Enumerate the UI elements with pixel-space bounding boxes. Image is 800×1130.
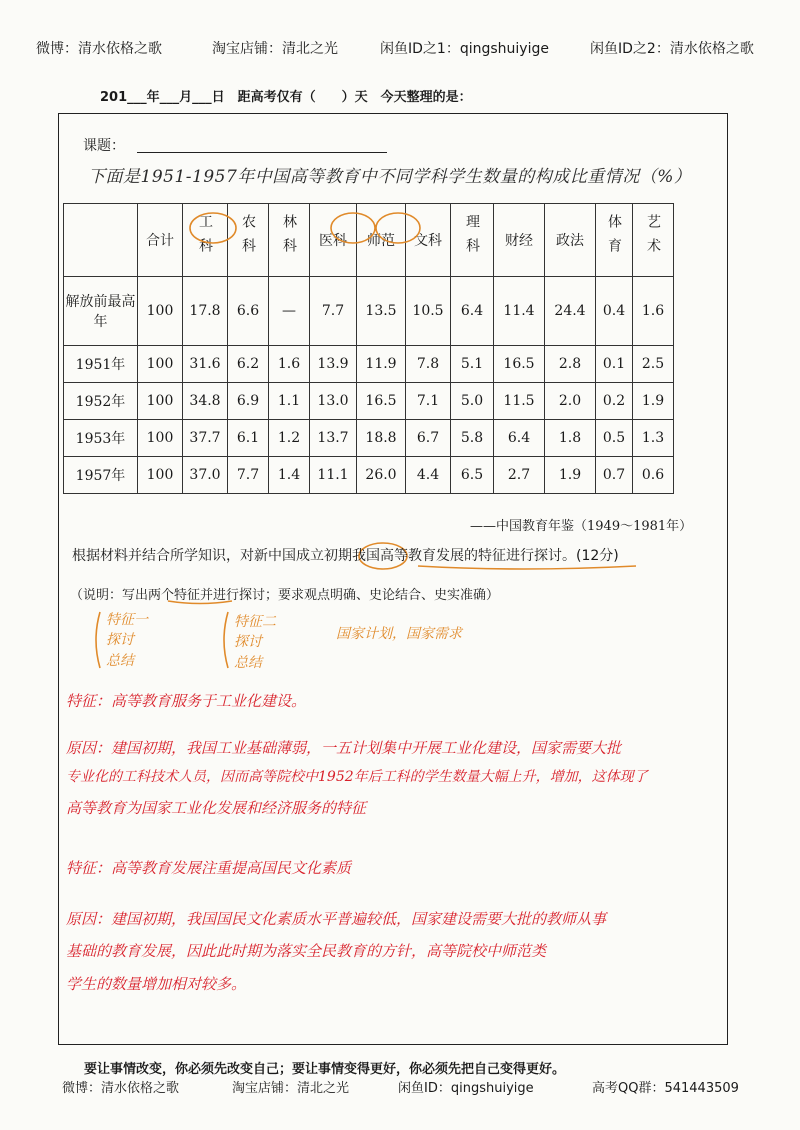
table-cell: 0.5 xyxy=(596,420,633,457)
footer-weibo: 微博：清水依格之歌 xyxy=(62,1081,180,1096)
col-header: 财经 xyxy=(494,204,545,277)
table-cell: 34.8 xyxy=(183,383,228,420)
table-cell: 100 xyxy=(138,383,183,420)
table-cell: 1.1 xyxy=(269,383,310,420)
orange-notes-group-2: 特征二 探讨 总结 xyxy=(234,614,276,671)
table-cell: 7.7 xyxy=(310,277,357,346)
table-cell: 6.7 xyxy=(406,420,451,457)
table-cell: 24.4 xyxy=(545,277,596,346)
table-cell: 100 xyxy=(138,346,183,383)
answer-line-5: 特征：高等教育发展注重提高国民文化素质 xyxy=(66,859,352,877)
table-cell: 6.4 xyxy=(494,420,545,457)
table-cell: 5.8 xyxy=(451,420,494,457)
table-cell: 1.4 xyxy=(269,457,310,494)
table-cell: 6.6 xyxy=(228,277,269,346)
col-header: 医科 xyxy=(310,204,357,277)
col-header: 合计 xyxy=(138,204,183,277)
table-cell: 6.1 xyxy=(228,420,269,457)
answer-line-6: 原因：建国初期，我国国民文化素质水平普遍较低，国家建设需要大批的教师从事 xyxy=(66,910,607,928)
table-cell: 0.4 xyxy=(596,277,633,346)
row-label: 1957年 xyxy=(64,457,138,494)
table-cell: 6.2 xyxy=(228,346,269,383)
table-cell: 31.6 xyxy=(183,346,228,383)
table-cell: 1.9 xyxy=(545,457,596,494)
table-row xyxy=(64,457,674,494)
answer-line-4: 高等教育为国家工业化发展和经济服务的特征 xyxy=(66,799,367,817)
col-header: 林科 xyxy=(269,204,310,277)
answer-line-7: 基础的教育发展，因此此时期为落实全民教育的方针，高等院校中师范类 xyxy=(66,942,547,960)
col-header: 艺术 xyxy=(633,204,674,277)
table-cell: 5.1 xyxy=(451,346,494,383)
table-cell: 100 xyxy=(138,457,183,494)
table-cell: 100 xyxy=(138,420,183,457)
topic-underline xyxy=(137,152,387,153)
table-cell: 4.4 xyxy=(406,457,451,494)
table-cell: 7.1 xyxy=(406,383,451,420)
orange-notes-extra: 国家计划，国家需求 xyxy=(336,626,462,642)
table-cell: — xyxy=(269,277,310,346)
weibo-handle: 微博：清水依格之歌 xyxy=(36,41,162,57)
table-cell: 18.8 xyxy=(357,420,406,457)
table-cell: 1.6 xyxy=(633,277,674,346)
col-header: 政法 xyxy=(545,204,596,277)
table-cell: 6.5 xyxy=(451,457,494,494)
table-cell: 17.8 xyxy=(183,277,228,346)
table-cell: 11.9 xyxy=(357,346,406,383)
row-label: 1953年 xyxy=(64,420,138,457)
table-cell: 6.9 xyxy=(228,383,269,420)
footer-qq: 高考QQ群：541443509 xyxy=(592,1081,739,1096)
answer-line-2: 原因：建国初期，我国工业基础薄弱，一五计划集中开展工业化建设，国家需要大批 xyxy=(66,739,622,757)
table-cell: 13.9 xyxy=(310,346,357,383)
table-cell: 26.0 xyxy=(357,457,406,494)
table-cell: 1.2 xyxy=(269,420,310,457)
table-cell: 0.2 xyxy=(596,383,633,420)
row-label: 1952年 xyxy=(64,383,138,420)
table-cell: 1.8 xyxy=(545,420,596,457)
table-cell: 11.4 xyxy=(494,277,545,346)
table-cell: 37.7 xyxy=(183,420,228,457)
table-cell: 37.0 xyxy=(183,457,228,494)
table-cell: 1.9 xyxy=(633,383,674,420)
table-cell: 11.1 xyxy=(310,457,357,494)
table-row xyxy=(64,420,674,457)
table-cell: 1.3 xyxy=(633,420,674,457)
date-line: 201___年___月___日 距高考仅有（ ）天 今天整理的是： xyxy=(100,90,472,105)
col-header: 文科 xyxy=(406,204,451,277)
col-header: 师范 xyxy=(357,204,406,277)
table-cell: 0.7 xyxy=(596,457,633,494)
row-label: 解放前最高年 xyxy=(64,277,138,346)
table-cell: 10.5 xyxy=(406,277,451,346)
col-header: 农科 xyxy=(228,204,269,277)
handwritten-title: 下面是1951-1957年中国高等教育中不同学科学生数量的构成比重情况（%） xyxy=(88,167,692,187)
col-header: 理科 xyxy=(451,204,494,277)
table-row xyxy=(64,277,674,346)
table-row xyxy=(64,346,674,383)
table-cell: 13.7 xyxy=(310,420,357,457)
answer-line-1: 特征：高等教育服务于工业化建设。 xyxy=(66,692,307,710)
table-cell: 100 xyxy=(138,277,183,346)
answer-line-3: 专业化的工科技术人员，因而高等院校中1952年后工科的学生数量大幅上升，增加，这体现了 xyxy=(66,769,648,785)
question-note: （说明：写出两个特征并进行探讨；要求观点明确、史论结合、史实准确） xyxy=(70,588,500,603)
table-header-row xyxy=(64,204,674,277)
corner-cell xyxy=(64,204,138,277)
orange-notes-group-1: 特征一 探讨 总结 xyxy=(106,612,148,669)
table-cell: 2.7 xyxy=(494,457,545,494)
table-cell: 13.0 xyxy=(310,383,357,420)
table-cell: 13.5 xyxy=(357,277,406,346)
table-cell: 0.6 xyxy=(633,457,674,494)
col-header: 工科 xyxy=(183,204,228,277)
taobao-shop: 淘宝店铺：清北之光 xyxy=(212,41,338,57)
table-cell: 5.0 xyxy=(451,383,494,420)
table-cell: 2.5 xyxy=(633,346,674,383)
footer-xianyu: 闲鱼ID：qingshuiyige xyxy=(398,1081,534,1096)
table-cell: 2.8 xyxy=(545,346,596,383)
row-label: 1951年 xyxy=(64,346,138,383)
table-cell: 16.5 xyxy=(494,346,545,383)
table-cell: 11.5 xyxy=(494,383,545,420)
table-cell: 0.1 xyxy=(596,346,633,383)
xianyu-id-2: 闲鱼ID之2：清水依格之歌 xyxy=(590,41,754,57)
table-cell: 7.7 xyxy=(228,457,269,494)
table-cell: 1.6 xyxy=(269,346,310,383)
question-text: 根据材料并结合所学知识，对新中国成立初期我国高等教育发展的特征进行探讨。(12分) xyxy=(72,548,619,564)
table-cell: 2.0 xyxy=(545,383,596,420)
footer-taobao: 淘宝店铺：清北之光 xyxy=(232,1081,350,1096)
footer-quote: 要让事情改变，你必须先改变自己；要让事情变得更好，你必须先把自己变得更好。 xyxy=(84,1062,566,1077)
table-cell: 6.4 xyxy=(451,277,494,346)
topic-label: 课题： xyxy=(83,138,125,154)
answer-line-8: 学生的数量增加相对较多。 xyxy=(66,975,247,993)
enrollment-table xyxy=(63,203,674,494)
table-cell: 7.8 xyxy=(406,346,451,383)
col-header: 体育 xyxy=(596,204,633,277)
table-source: ——中国教育年鉴（1949～1981年） xyxy=(470,519,693,534)
table-row xyxy=(64,383,674,420)
xianyu-id-1: 闲鱼ID之1：qingshuiyige xyxy=(380,41,549,57)
table-cell: 16.5 xyxy=(357,383,406,420)
